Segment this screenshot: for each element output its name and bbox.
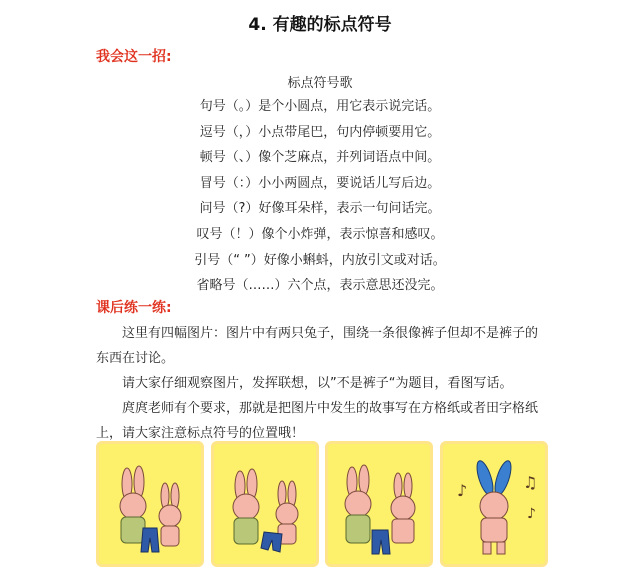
rabbits-illustration-4 — [443, 444, 545, 564]
svg-text:♪: ♪ — [456, 481, 468, 500]
poem-line: 问号（?）好像耳朵样，表示一句问话完。 — [199, 201, 441, 217]
comic-panel-2 — [211, 441, 319, 567]
poem-lines — [0, 94, 640, 299]
section-label-learn: 我会这一招: — [96, 49, 172, 65]
rabbits-illustration-3 — [328, 444, 430, 564]
poem-line: 叹号（！）像个小炸弹，表示惊喜和感叹。 — [196, 226, 444, 242]
exercise-paragraph-2: 请大家仔细观察图片，发挥联想，以”不是裤子“为题目，看图写话。 — [122, 376, 513, 391]
comic-panel-4 — [440, 441, 548, 567]
comic-panel-1 — [96, 441, 204, 567]
section-label-practice: 课后练一练: — [96, 300, 172, 316]
page-title: 4. 有趣的标点符号 — [248, 15, 392, 35]
poem-line: 省略号（……）六个点，表示意思还没完。 — [196, 278, 444, 294]
poem-title: 标点符号歌 — [287, 76, 353, 91]
exercise-paragraph-3: 庹庹老师有个要求，那就是把图片中发生的故事写在方格纸或者田字格纸上，请大家注意标点符号的位置哦！ — [96, 401, 539, 441]
comic-panel-3 — [325, 441, 433, 567]
rabbits-illustration-2 — [214, 444, 316, 564]
svg-text:♪: ♪ — [526, 506, 536, 522]
poem-line: 冒号（：）小小两圆点，要说话儿写后边。 — [199, 175, 441, 191]
poem-line: 引号（“ ”）好像小蝌蚪，内放引文或对话。 — [194, 252, 446, 268]
exercise-paragraph-1: 这里有四幅图片：图片中有两只兔子，围绕一条很像裤子但却不是裤子的东西在讨论。 — [96, 326, 539, 366]
poem-line: 逗号（，）小点带尾巴，句内停顿要用它。 — [199, 124, 441, 140]
comic-strip — [96, 441, 548, 569]
svg-text:♫: ♫ — [522, 473, 538, 492]
poem-line: 句号（。）是个小圆点，用它表示说完话。 — [199, 99, 441, 114]
rabbits-illustration-1 — [99, 444, 201, 564]
poem-line: 顿号（、）像个芝麻点，并列词语点中间。 — [199, 150, 441, 166]
